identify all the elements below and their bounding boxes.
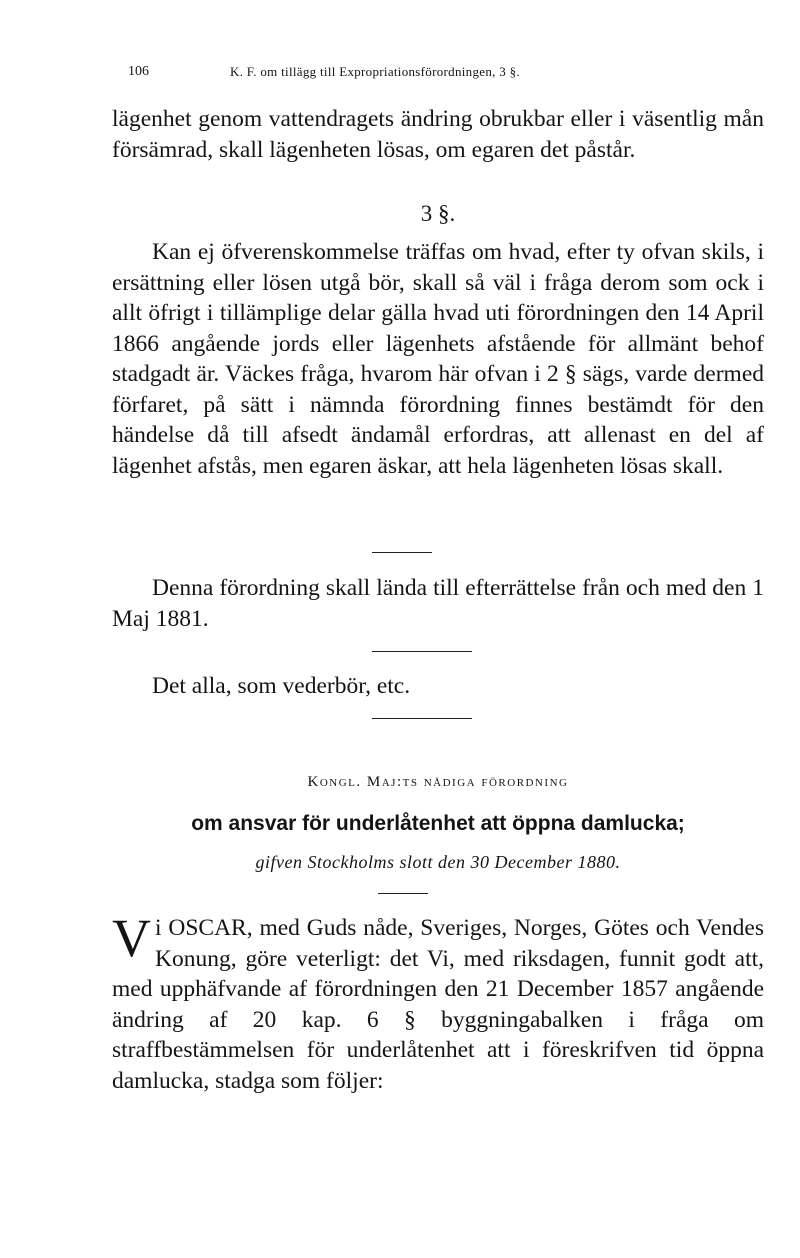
separator-rule-1 [372,552,432,553]
separator-rule-4 [378,893,428,894]
ordinance-title: om ansvar för underlåtenhet att öppna damlucka; [191,812,685,835]
closing-formula: Det alla, som vederbör, etc. [152,673,411,699]
separator-rule-2 [372,651,472,652]
page-number: 106 [128,64,149,79]
separator-rule-3 [372,718,472,719]
ordinance-subtitle: gifven Stockholms slott den 30 December 1880. [255,852,621,872]
effective-date-paragraph: Denna förordning skall lända till efterrättelse från och med den 1 Maj 1881. [112,575,764,632]
continuation-paragraph: lägenhet genom vattendragets ändring obrukbar eller i väsentlig mån försämrad, skall lägenheten lösas, om egaren det påstår. [112,106,764,163]
drop-cap-letter: V [112,908,151,968]
running-title: K. F. om tillägg till Expropriationsförordningen, 3 §. [230,64,520,79]
section-heading: 3 §. [420,201,456,226]
section-3-paragraph: Kan ej öfverenskommelse träffas om hvad, efter ty ofvan skils, i ersättning eller lösen utgå bör, skall så väl i fråga derom som ock i allt öfrigt i tillämplige delar gälla hvad uti förordningen den 14 April 1866 angående jords eller lägenhets afstående för allmänt behof stadgadt är. Väckes fråga, hvarom här ofvan i 2 § sägs, varde dermed förfaret, på sätt i nämnda förordning finnes bestämdt för den händelse då till afsedt ändamål erfordras, att allenast en del af lägenhet afstås, men egaren äskar, att hela lägenheten lösas skall. [112,239,764,479]
ordinance-intro-text: i OSCAR, med Guds nåde, Sveriges, Norges, Götes och Vendes Konung, göre veterligt: det Vi, med riksdagen, funnit godt att, med upphäfvande af förordningen den 21 December 1857 angående ändring af 20 kap. 6 § byggningabalken i fråga om straffbestämmelsen för underlåtenhet att i föreskrifven tid öppna damlucka, stadga som följer: [112,915,764,1094]
ordinance-heading: Kongl. Maj:ts nådiga förordning [307,774,569,790]
ordinance-intro-paragraph [112,908,764,1096]
page-header [128,64,688,88]
